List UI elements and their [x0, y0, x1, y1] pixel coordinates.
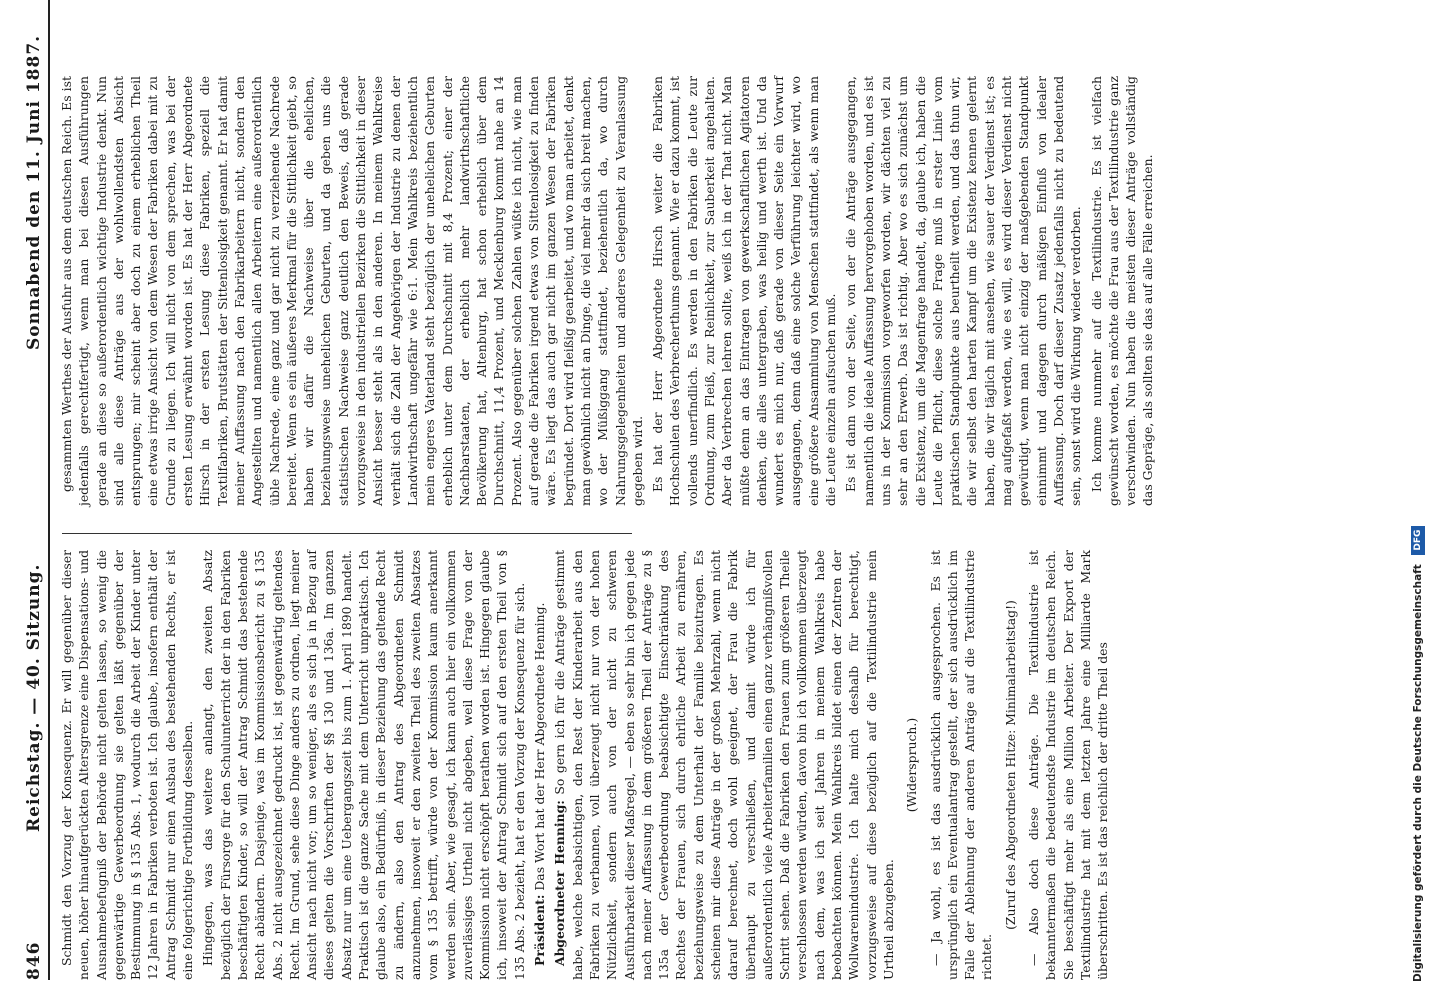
- speaker-paragraph: [551, 550, 897, 980]
- interjection: (Widerspruch.): [904, 717, 920, 813]
- dfg-credit-strip: [1404, 0, 1432, 1000]
- page-header: [18, 0, 58, 1000]
- paragraph: — Ja wohl, es ist das ausdrücklich ausgesprochen. Es ist ursprünglich ein Eventualantrag gestellt, der sich ausdrücklich im Falle der Ablehnung der anderen Anträge auf die Textilindustrie richtet.: [927, 550, 995, 980]
- paragraph: Hingegen, was das weitere anlangt, den zweiten Absatz bezüglich der Fürsorge für den Schulunterricht der in den Fabriken beschäftigten Kinder, so will der Antrag Schmidt das bestehende Recht abändern. Dasjenige, was im Kommissionsbericht zu § 135 Abs. 2 nicht ausgezeichnet gedruckt ist, ist gegenwärtig geltendes Recht. Im Grund, sehe diese Dinge anders zu ordnen, liegt meiner Ansicht nach nicht vor; um so weniger, als es sich ja in Bezug auf dieses gelten die Vorschriften der §§ 130 und 136a. Im ganzen Absatz nur um eine Uebergangszeit bis zum 1. April 1890 handelt. Praktisch ist die ganze Sache mit dem Unterricht unpraktisch. Ich glaube also, ein Bedürfniß, in dieser Beziehung das geltende Recht zu ändern, also den Antrag des Abgeordneten Schmidt anzunehmen, insoweit er den zweiten Theil des zweiten Absatzes vom § 135 betrifft, würde von der Kommission kaum anerkannt werden sein. Aber, wie gesagt, ich kann auch hier ein vollkommen zuverlässiges Urtheil nicht abgeben, weil diese Frage von der Kommission nicht erschöpft berathen worden ist. Hingegen glaube ich, insoweit der Antrag Schmidt sich auf den ersten Theil von § 135 Abs. 2 bezieht, hat er den Vorzug der Konsequenz für sich.: [200, 550, 527, 980]
- page-number: 846: [24, 941, 44, 980]
- paragraph: gesammten Werthes der Ausfuhr aus dem deutschen Reich. Es ist jedenfalls gerechtfertigt, wenn man bei diesen Ausführungen gerade an diese so außerordentlich wichtige Industrie denkt. Nun sind alle diese Anträge aus der wohlwollendsten Absicht entsprungen; mir scheint aber doch zu einem erheblichen Theil eine etwas irrige Ansicht von dem Wesen der Fabriken dabei mit zu Grunde zu liegen. Ich will nicht von dem sprechen, was bei der ersten Lesung erwähnt worden ist. Es hat der Herr Abgeordnete Hirsch in der ersten Lesung diese Fabriken, speziell die Textilfabriken, Brutstätten der Sittenlosigkeit genannt. Er hat damit meiner Auffassung nach den Fabrikarbeitern nicht, sondern den Angestellten und namentlich allen Arbeitern eine außerordentlich üble Nachrede, eine ganz und gar nicht zu verziehende Nachrede bereitet. Wenn es ein äußeres Merkmal für die Sittlichkeit giebt, so haben wir dafür die Nachweise über die ehelichen, beziehungsweise unehelichen Geburten, und da geben uns die statistischen Nachweise ganz deutlich den Beweis, daß gerade vorzugsweise in den industriellen Bezirken die Sittlichkeit in dieser Ansicht besser steht als in den anderen. In meinem Wahlkreise verhält sich die Zahl der Angehörigen der Industrie zu denen der Landwirthschaft ungefähr wie 6:1. Mein Wahlkreis beziehentlich mein engeres Vaterland steht bezüglich der unehelichen Geburten erheblich unter dem Durchschnitt mit 8,4 Prozent; einer der Nachbarstaaten, der erheblich mehr landwirthschaftliche Bevölkerung hat, Altenburg, hat schon erheblich über dem Durchschnitt, 11,4 Prozent, und Mecklenburg kommt nahe an 14 Prozent. Also gegenüber solchen Zahlen wüßte ich nicht, wie man auf gerade die Fabriken irgend etwas von Sittenlosigkeit zu finden wäre. Es liegt das auch gar nicht im ganzen Wesen der Fabriken begründet. Dort wird fleißig gearbeitet, und wo man arbeitet, denkt man gewöhnlich nicht an Dinge, die viel mehr da sich breit machen, wo der Müßiggang stattfindet, beziehentlich da, wo durch Nahrungsgelegenheiten und anderes Gelegenheit zu Veranlassung gegeben wird.: [59, 76, 645, 506]
- speech-text: Das Wort hat der Herr Abgeordnete Henning.: [532, 602, 548, 891]
- speech-text: So gern ich für die Anträge gestimmt habe, welche beabsichtigen, den Rest der Kinderarbeit aus den Fabriken zu verbannen, voll überzeugt nicht nur von der hohen Nützlichkeit, sondern auch von der nicht zu schweren Ausführbarkeit dieser Maßregel, — eben so sehr bin ich gegen jede nach meiner Auffassung in dem größeren Theil der Anträge zu § 135a der Gewerbeordnung beabsichtigte Einschränkung des Rechtes der Frauen, sich durch ehrliche Arbeit zu ernähren, beziehungsweise zu dem Unterhalt der Familie beizutragen. Es scheinen mir diese Anträge in der großen Mehrzahl, wenn nicht darauf berechnet, doch wohl geeignet, der Frau die Fabrik überhaupt zu verschließen, und damit würde ich für außerordentlich viele Arbeiterfamilien einen ganz verhängnißvollen Schritt sehen. Daß die Fabriken den Frauen zum größeren Theile verschlossen werden würden, davon bin ich vollkommen überzeugt nach dem, was ich seit Jahren in meinem Wahlkreis habe beobachten können. Mein Wahlkreis bildet einen der Zentren der Wollwarenindustrie. Ich halte mich deshalb für berechtigt, vorzugsweise auf diese bezüglich auf die Textilindustrie mein Urtheil abzugeben.: [552, 550, 896, 980]
- interjection: (Zuruf des Abgeordneten Hitze: Minimalarbeitstag!): [1002, 600, 1018, 930]
- paragraph: Es ist dann von der Seite, von der die Anträge ausgegangen, namentlich die ideale Auffassung hervorgehoben worden, und es ist uns in der Kommission vorgeworfen worden, wir dächten viel zu sehr an den Erwerb. Das ist richtig. Aber wo es sich zunächst um die Existenz, um die Magenfrage handelt, da, glaube ich, haben die Leute die Pflicht, diese solche Frage muß in erster Linie vom praktischen Standpunkte aus beurtheilt werden, und das thun wir, die wir selbst den harten Kampf um die Existenz kennen gelernt haben, die wir täglich mit ansehen, wie sauer der Verdienst ist; es mag aufgefaßt werden, wie es will, es wird dieser Verdienst nicht gewürdigt, wenn man nicht einzig der maßgebenden Standpunkt einnimmt und dagegen durch mäßigen Einfluß von idealer Auffassung. Doch darf dieser Zusatz jedenfalls nicht zu bedeutend sein, sonst wird die Wirkung wieder verdorben.: [843, 76, 1084, 506]
- paragraph: Es hat der Herr Abgeordnete Hirsch weiter die Fabriken Hochschulen des Verbrecherthums genannt. Wie er dazu kommt, ist vollends unerfindlich. Es werden in den Fabriken die Leute zur Ordnung, zum Fleiß, zur Reinlichkeit, zur Sauberkeit angehalten. Aber da Verbrechen lehren sollte, weiß ich in der That nicht. Man müßte denn an das Eintragen von gewerkschaftlichen Agitatoren denken, die alles untergraben, was heilig und werth ist. Und da wundert es mich nur, daß gerade von dieser Seite ein Vorwurf ausgegangen, denn daß eine solche Verführung leichter wird, wo eine größere Ansammlung von Menschen stattfindet, als wenn man die Leute einzeln aufsuchen muß.: [650, 76, 839, 506]
- dfg-logo: DFG: [1411, 526, 1425, 555]
- speaker-paragraph: [531, 550, 548, 980]
- dfg-credit-text: Digitalisierung gefördert durch die Deutsche Forschungsgemeinschaft: [1412, 564, 1424, 982]
- text-column-left: [58, 550, 1115, 980]
- paragraph: — Also doch diese Anträge. Die Textilindustrie ist bekanntermaßen die bedeutendste Industrie im deutschen Reich. Sie beschäftigt mehr als eine Million Arbeiter. Der Export der Textilindustrie hat mit dem letzten Jahre eine Milliarde Mark überschritten. Es ist das reichlich der dritte Theil des: [1026, 550, 1111, 980]
- header-rule: [48, 0, 50, 980]
- paragraph: Ich komme nunmehr auf die Textilindustrie. Es ist vielfach gewünscht worden, es möchte die Frau aus der Textilindustrie ganz verschwinden. Nun haben die meisten dieser Anträge vollständig das Gepräge, als sollten sie das auf alle Fälle erreichen.: [1088, 76, 1156, 506]
- page-title: Reichstag. — 40. Sitzung.: [24, 563, 44, 832]
- speaker-name: Präsident:: [532, 894, 548, 966]
- speaker-name: Abgeordneter Henning:: [552, 800, 568, 966]
- text-column-right: [58, 76, 1160, 506]
- column-divider: [62, 533, 632, 534]
- paragraph: Schmidt den Vorzug der Konsequenz. Er will gegenüber dieser neuen, höher hinaufgerückten Altersgrenze eine Dispensations- und Ausnahmebefugniß der Behörde nicht gelten lassen, so wenig die gegenwärtige Gewerbeordnung sie gelten läßt gegenüber der Bestimmung in § 135 Abs. 1, wodurch die Arbeit der Kinder unter 12 Jahren in Fabriken verboten ist. Ich glaube, insofern enthält der Antrag Schmidt nur einen Ausbau des bestehenden Rechts, er ist eine folgerichtige Fortbildung desselben.: [59, 550, 196, 980]
- session-date: Sonnabend den 11. Juni 1887.: [24, 34, 44, 350]
- dfg-credit: [1404, 0, 1432, 1000]
